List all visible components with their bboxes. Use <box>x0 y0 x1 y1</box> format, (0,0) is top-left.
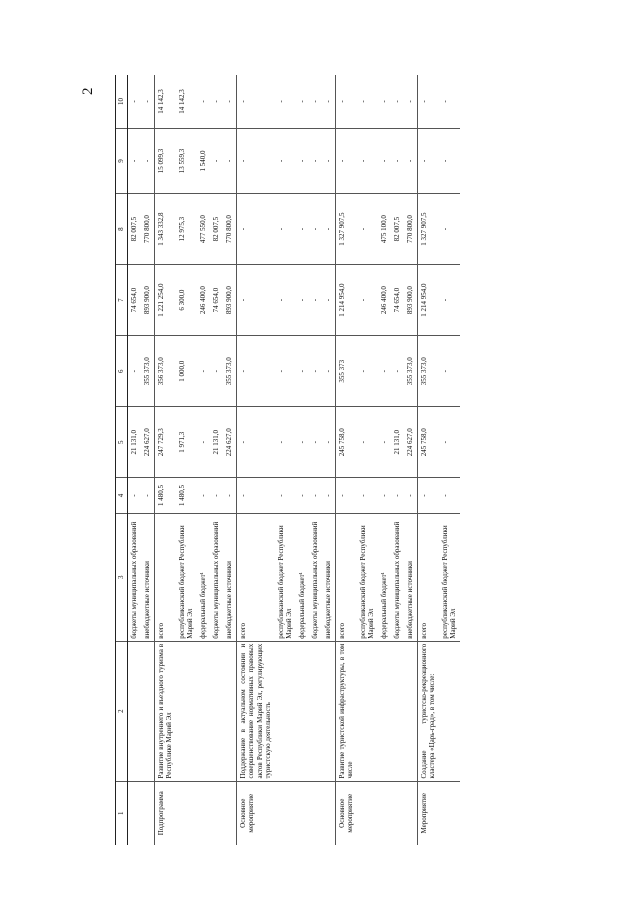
table-row <box>439 75 460 845</box>
value-cell: - <box>309 407 322 478</box>
row-type-cell <box>439 781 460 845</box>
value-cell: - <box>296 128 309 193</box>
value-cell: - <box>197 75 210 128</box>
value-cell: 475 100,0 <box>378 194 391 265</box>
value-cell: - <box>404 478 418 514</box>
value-cell: 1 000,0 <box>176 336 197 407</box>
value-cell: 21 131,0 <box>391 407 404 478</box>
page-number: 2 <box>80 87 96 95</box>
row-title-cell <box>128 641 142 781</box>
funding-source-cell: всего <box>418 513 440 641</box>
row-title-cell <box>439 641 460 781</box>
row-title-cell <box>391 641 404 781</box>
value-cell: - <box>128 128 142 193</box>
funding-source-cell: внебюджетные источники <box>404 513 418 641</box>
value-cell: - <box>378 336 391 407</box>
value-cell: - <box>237 407 275 478</box>
value-cell: - <box>309 128 322 193</box>
row-type-cell <box>128 781 142 845</box>
value-cell: - <box>322 75 336 128</box>
row-type-cell: Основное мероприятие <box>237 781 275 845</box>
value-cell: - <box>322 407 336 478</box>
row-title-cell <box>210 641 223 781</box>
value-cell: - <box>223 128 237 193</box>
table-row <box>128 75 142 845</box>
value-cell: - <box>439 265 460 336</box>
value-cell: - <box>357 336 378 407</box>
value-cell: - <box>275 336 296 407</box>
value-cell: - <box>128 478 142 514</box>
funding-source-cell: федеральный бюджет¹ <box>197 513 210 641</box>
value-cell: - <box>237 478 275 514</box>
value-cell: 14 142,3 <box>176 75 197 128</box>
value-cell: 82 007,5 <box>210 194 223 265</box>
value-cell: - <box>223 75 237 128</box>
value-cell: - <box>439 194 460 265</box>
value-cell: 1 214 954,0 <box>335 265 357 336</box>
value-cell: - <box>128 336 142 407</box>
row-title-cell: Развитие внутреннего и въездного туризма в Республике Марий Эл <box>155 641 177 781</box>
value-cell: - <box>418 75 440 128</box>
funding-source-cell: республиканский бюджет Республики Марий Эл <box>176 513 197 641</box>
column-header: 3 <box>116 513 128 641</box>
funding-source-cell: всего <box>155 513 177 641</box>
value-cell: - <box>275 265 296 336</box>
value-cell: 6 300,0 <box>176 265 197 336</box>
table-row <box>404 75 418 845</box>
value-cell: - <box>391 478 404 514</box>
value-cell: - <box>210 128 223 193</box>
value-cell: - <box>439 478 460 514</box>
row-title-cell <box>275 641 296 781</box>
value-cell: - <box>237 265 275 336</box>
row-title-cell <box>223 641 237 781</box>
value-cell: - <box>357 265 378 336</box>
row-type-cell <box>197 781 210 845</box>
row-title-cell <box>309 641 322 781</box>
value-cell: 770 800,0 <box>141 194 155 265</box>
value-cell: 12 975,3 <box>176 194 197 265</box>
table-row <box>309 75 322 845</box>
value-cell: - <box>357 128 378 193</box>
column-number-row <box>116 75 128 845</box>
row-title-cell <box>378 641 391 781</box>
financing-table <box>115 75 460 845</box>
value-cell: - <box>275 478 296 514</box>
value-cell: 14 142,3 <box>155 75 177 128</box>
value-cell: - <box>391 128 404 193</box>
value-cell: - <box>309 194 322 265</box>
funding-source-cell: бюджеты муниципальных образований <box>210 513 223 641</box>
value-cell: 21 131,0 <box>210 407 223 478</box>
value-cell: 15 099,3 <box>155 128 177 193</box>
value-cell: - <box>197 336 210 407</box>
value-cell: - <box>275 407 296 478</box>
value-cell: - <box>309 478 322 514</box>
value-cell: - <box>404 75 418 128</box>
value-cell: 477 550,0 <box>197 194 210 265</box>
value-cell: - <box>237 194 275 265</box>
value-cell: 770 800,0 <box>223 194 237 265</box>
row-type-cell: Мероприятие <box>418 781 440 845</box>
value-cell: - <box>357 407 378 478</box>
row-title-cell: Создание туристско-рекреационного кластера «Царь-град», в том числе: <box>418 641 440 781</box>
row-title-cell: Развитие туристской инфраструктуры, в том числе <box>335 641 357 781</box>
value-cell: - <box>275 128 296 193</box>
row-title-cell <box>357 641 378 781</box>
row-type-cell: Основное мероприятие <box>335 781 357 845</box>
value-cell: 893 900,0 <box>141 265 155 336</box>
table-row <box>155 75 177 845</box>
value-cell: 1 327 907,5 <box>335 194 357 265</box>
funding-source-cell: бюджеты муниципальных образований <box>391 513 404 641</box>
value-cell: 1 327 907,5 <box>418 194 440 265</box>
table-row <box>378 75 391 845</box>
column-header: 5 <box>116 407 128 478</box>
column-header: 7 <box>116 265 128 336</box>
value-cell: 356 373,0 <box>155 336 177 407</box>
value-cell: 74 654,0 <box>391 265 404 336</box>
table-row <box>176 75 197 845</box>
table-row <box>237 75 275 845</box>
value-cell: - <box>210 336 223 407</box>
value-cell: - <box>322 478 336 514</box>
value-cell: - <box>357 194 378 265</box>
funding-source-cell: внебюджетные источники <box>223 513 237 641</box>
value-cell: - <box>391 75 404 128</box>
value-cell: - <box>197 478 210 514</box>
value-cell: - <box>237 336 275 407</box>
row-title-cell <box>197 641 210 781</box>
value-cell: - <box>418 128 440 193</box>
value-cell: - <box>378 128 391 193</box>
value-cell: - <box>197 407 210 478</box>
value-cell: 82 007,5 <box>128 194 142 265</box>
row-type-cell <box>296 781 309 845</box>
funding-source-cell: внебюджетные источники <box>322 513 336 641</box>
value-cell: - <box>210 75 223 128</box>
table-row <box>322 75 336 845</box>
value-cell: 247 729,3 <box>155 407 177 478</box>
value-cell: 246 400,0 <box>197 265 210 336</box>
value-cell: - <box>141 478 155 514</box>
value-cell: 1 480,5 <box>155 478 177 514</box>
value-cell: 355 373,0 <box>404 336 418 407</box>
value-cell: - <box>439 128 460 193</box>
value-cell: 1 214 954,0 <box>418 265 440 336</box>
value-cell: - <box>357 478 378 514</box>
row-type-cell <box>404 781 418 845</box>
value-cell: - <box>296 194 309 265</box>
row-type-cell <box>223 781 237 845</box>
value-cell: 1 540,0 <box>197 128 210 193</box>
table-row <box>197 75 210 845</box>
value-cell: - <box>439 336 460 407</box>
value-cell: - <box>378 75 391 128</box>
value-cell: - <box>357 75 378 128</box>
row-type-cell <box>141 781 155 845</box>
value-cell: - <box>322 128 336 193</box>
value-cell: - <box>335 478 357 514</box>
value-cell: 245 758,0 <box>418 407 440 478</box>
row-type-cell <box>378 781 391 845</box>
value-cell: 246 400,0 <box>378 265 391 336</box>
table-row <box>210 75 223 845</box>
value-cell: 355 373,0 <box>141 336 155 407</box>
row-type-cell <box>210 781 223 845</box>
value-cell: - <box>322 194 336 265</box>
funding-source-cell: федеральный бюджет¹ <box>378 513 391 641</box>
value-cell: 355 373,0 <box>418 336 440 407</box>
value-cell: - <box>237 75 275 128</box>
value-cell: - <box>335 128 357 193</box>
row-title-cell <box>141 641 155 781</box>
column-header: 4 <box>116 478 128 514</box>
value-cell: 1 343 332,8 <box>155 194 177 265</box>
column-header: 10 <box>116 75 128 128</box>
table-row <box>357 75 378 845</box>
table-row <box>391 75 404 845</box>
row-title-cell: Поддержание в актуальном состоянии и совершенствование нормативных правовых актов Республики Марий Эл, регулирующих туристскую деятельность <box>237 641 275 781</box>
value-cell: - <box>439 407 460 478</box>
funding-source-cell: бюджеты муниципальных образований <box>128 513 142 641</box>
value-cell: 21 131,0 <box>128 407 142 478</box>
value-cell: - <box>128 75 142 128</box>
row-title-cell <box>176 641 197 781</box>
value-cell: - <box>210 478 223 514</box>
row-type-cell: Подпрограмма <box>155 781 177 845</box>
value-cell: 74 654,0 <box>128 265 142 336</box>
row-type-cell <box>322 781 336 845</box>
row-title-cell <box>322 641 336 781</box>
value-cell: - <box>378 407 391 478</box>
value-cell: - <box>309 75 322 128</box>
value-cell: 355 373,0 <box>223 336 237 407</box>
funding-source-cell: всего <box>335 513 357 641</box>
funding-source-cell: бюджеты муниципальных образований <box>309 513 322 641</box>
value-cell: 1 480,5 <box>176 478 197 514</box>
value-cell: - <box>141 75 155 128</box>
value-cell: - <box>296 75 309 128</box>
row-type-cell <box>391 781 404 845</box>
value-cell: 224 627,0 <box>141 407 155 478</box>
funding-source-cell: республиканский бюджет Республики Марий Эл <box>275 513 296 641</box>
value-cell: 13 559,3 <box>176 128 197 193</box>
value-cell: 74 654,0 <box>210 265 223 336</box>
value-cell: - <box>404 128 418 193</box>
value-cell: - <box>296 478 309 514</box>
table-row <box>418 75 440 845</box>
value-cell: 893 900,0 <box>404 265 418 336</box>
table-row <box>141 75 155 845</box>
value-cell: - <box>309 265 322 336</box>
row-type-cell <box>176 781 197 845</box>
value-cell: - <box>223 478 237 514</box>
funding-source-cell: федеральный бюджет¹ <box>296 513 309 641</box>
value-cell: - <box>296 336 309 407</box>
column-header: 1 <box>116 781 128 845</box>
value-cell: - <box>296 407 309 478</box>
row-type-cell <box>309 781 322 845</box>
value-cell: 893 900,0 <box>223 265 237 336</box>
value-cell: 224 627,0 <box>404 407 418 478</box>
value-cell: 770 800,0 <box>404 194 418 265</box>
value-cell: - <box>439 75 460 128</box>
value-cell: - <box>378 478 391 514</box>
column-header: 6 <box>116 336 128 407</box>
funding-source-cell: республиканский бюджет Республики Марий Эл <box>439 513 460 641</box>
funding-source-cell: республиканский бюджет Республики Марий Эл <box>357 513 378 641</box>
funding-source-cell: всего <box>237 513 275 641</box>
value-cell: 82 007,5 <box>391 194 404 265</box>
row-title-cell <box>404 641 418 781</box>
row-type-cell <box>275 781 296 845</box>
value-cell: - <box>335 75 357 128</box>
value-cell: 1 221 254,0 <box>155 265 177 336</box>
table-row <box>296 75 309 845</box>
row-type-cell <box>357 781 378 845</box>
table-row <box>223 75 237 845</box>
column-header: 2 <box>116 641 128 781</box>
value-cell: 1 971,3 <box>176 407 197 478</box>
value-cell: - <box>322 265 336 336</box>
value-cell: 224 627,0 <box>223 407 237 478</box>
column-header: 8 <box>116 194 128 265</box>
value-cell: 355 373 <box>335 336 357 407</box>
value-cell: - <box>237 128 275 193</box>
value-cell: 245 758,0 <box>335 407 357 478</box>
table-row <box>275 75 296 845</box>
column-header: 9 <box>116 128 128 193</box>
value-cell: - <box>418 478 440 514</box>
table-row <box>335 75 357 845</box>
funding-source-cell: внебюджетные источники <box>141 513 155 641</box>
rotated-table-container <box>115 75 600 845</box>
value-cell: - <box>391 336 404 407</box>
row-title-cell <box>296 641 309 781</box>
value-cell: - <box>309 336 322 407</box>
value-cell: - <box>296 265 309 336</box>
table-body <box>128 75 461 845</box>
value-cell: - <box>322 336 336 407</box>
value-cell: - <box>275 75 296 128</box>
value-cell: - <box>275 194 296 265</box>
value-cell: - <box>141 128 155 193</box>
